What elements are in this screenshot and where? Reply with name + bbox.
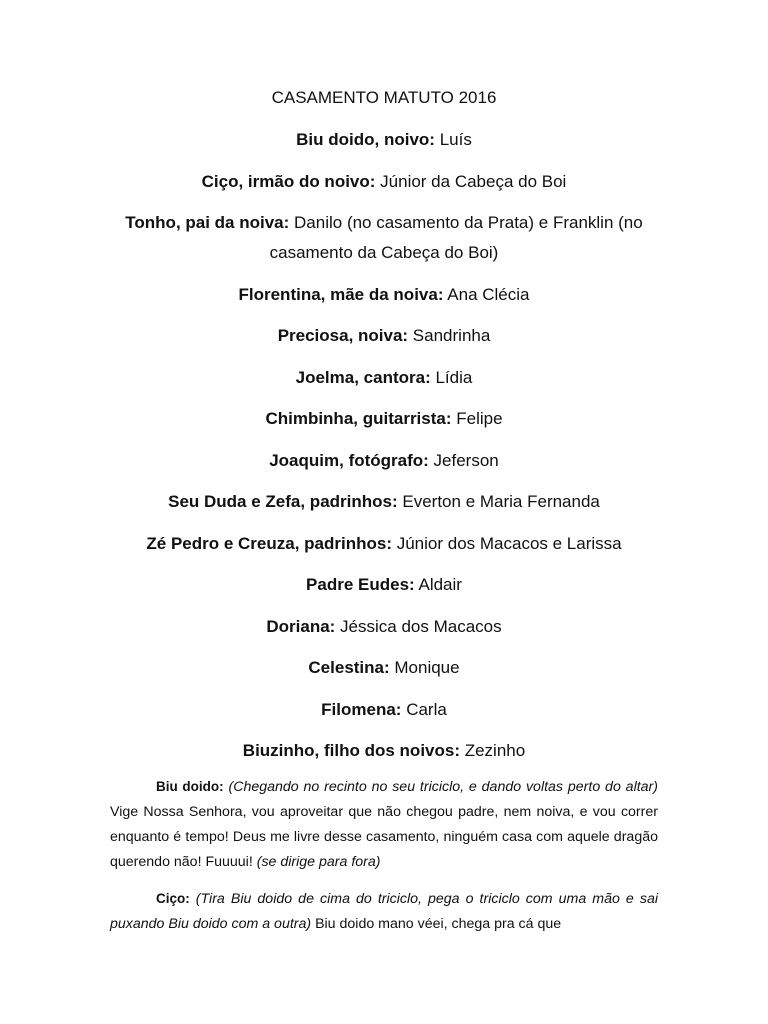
- cast-actor: Monique: [389, 658, 460, 677]
- cast-item: [100, 653, 668, 683]
- cast-actor: Jéssica dos Macacos: [335, 616, 502, 636]
- cast-actor: Zezinho: [460, 741, 526, 760]
- cast-item: [100, 208, 668, 268]
- cast-role: Tonho, pai da noiva:: [125, 213, 290, 232]
- cast-role: Seu Duda e Zefa, padrinhos:: [168, 492, 398, 511]
- cast-item: [100, 736, 668, 766]
- cast-item: [100, 487, 668, 517]
- cast-actor: Sandrinha: [408, 326, 491, 345]
- cast-role: Padre Eudes:: [306, 575, 415, 594]
- stage-direction: (Chegando no recinto no seu triciclo, e dando voltas perto do altar): [223, 779, 658, 795]
- cast-item: [100, 404, 668, 434]
- script-body: [110, 774, 658, 948]
- cast-actor: Luís: [434, 130, 472, 149]
- cast-item: [100, 446, 668, 476]
- cast-role: Biu doido, noivo:: [296, 130, 435, 149]
- cast-item: [100, 612, 668, 642]
- cast-list: [100, 125, 668, 778]
- dialogue: Biu doido mano véei, chega pra cá que: [311, 916, 562, 932]
- document-title: CASAMENTO MATUTO 2016: [271, 88, 497, 107]
- cast-role: Filomena:: [321, 699, 402, 719]
- cast-item: [100, 570, 668, 600]
- cast-role: Joaquim, fotógrafo:: [269, 450, 429, 470]
- cast-role: Zé Pedro e Creuza, padrinhos:: [146, 533, 392, 553]
- cast-role: Doriana:: [266, 616, 336, 636]
- cast-role: Celestina:: [308, 658, 390, 677]
- dialogue: Vige Nossa Senhora, vou aproveitar que não chegou padre, nem noiva, e vou correr enquanto é tempo! Deus me livre desse casamento, ninguém casa com aquele dragão querendo não! Fuuuui!: [110, 804, 658, 870]
- cast-actor: Lídia: [430, 367, 473, 387]
- stage-direction: (Tira Biu doido de cima do triciclo, pega o triciclo com uma mão e sai puxando Biu doido com a outra): [110, 891, 658, 932]
- cast-item: [100, 280, 668, 310]
- cast-item: [100, 529, 668, 559]
- cast-item: [100, 695, 668, 725]
- speaker-name: Ciço:: [156, 891, 190, 906]
- cast-actor: Everton e Maria Fernanda: [397, 492, 600, 511]
- cast-actor: Ana Clécia: [443, 284, 530, 304]
- cast-item: [100, 321, 668, 351]
- script-paragraph: [110, 886, 658, 937]
- cast-item: [100, 363, 668, 393]
- script-paragraph: [110, 774, 658, 875]
- cast-item: [100, 167, 668, 197]
- cast-actor: Jeferson: [428, 450, 499, 470]
- cast-role: Joelma, cantora:: [295, 367, 431, 387]
- cast-actor: Felipe: [451, 409, 503, 428]
- cast-actor: Carla: [401, 699, 447, 719]
- cast-role: Chimbinha, guitarrista:: [265, 409, 452, 428]
- cast-role: Biuzinho, filho dos noivos:: [242, 741, 460, 760]
- cast-actor: Júnior da Cabeça do Boi: [375, 171, 567, 191]
- cast-actor: Aldair: [414, 575, 462, 594]
- cast-role: Florentina, mãe da noiva:: [238, 284, 444, 304]
- cast-role: Preciosa, noiva:: [277, 326, 409, 345]
- cast-item: [100, 125, 668, 155]
- cast-actor: Danilo (no casamento da Prata) e Franklin (no casamento da Cabeça do Boi): [269, 213, 643, 262]
- stage-direction: (se dirige para fora): [256, 854, 381, 870]
- cast-role: Ciço, irmão do noivo:: [201, 171, 376, 191]
- cast-actor: Júnior dos Macacos e Larissa: [392, 533, 622, 553]
- speaker-name: Biu doido:: [156, 779, 224, 794]
